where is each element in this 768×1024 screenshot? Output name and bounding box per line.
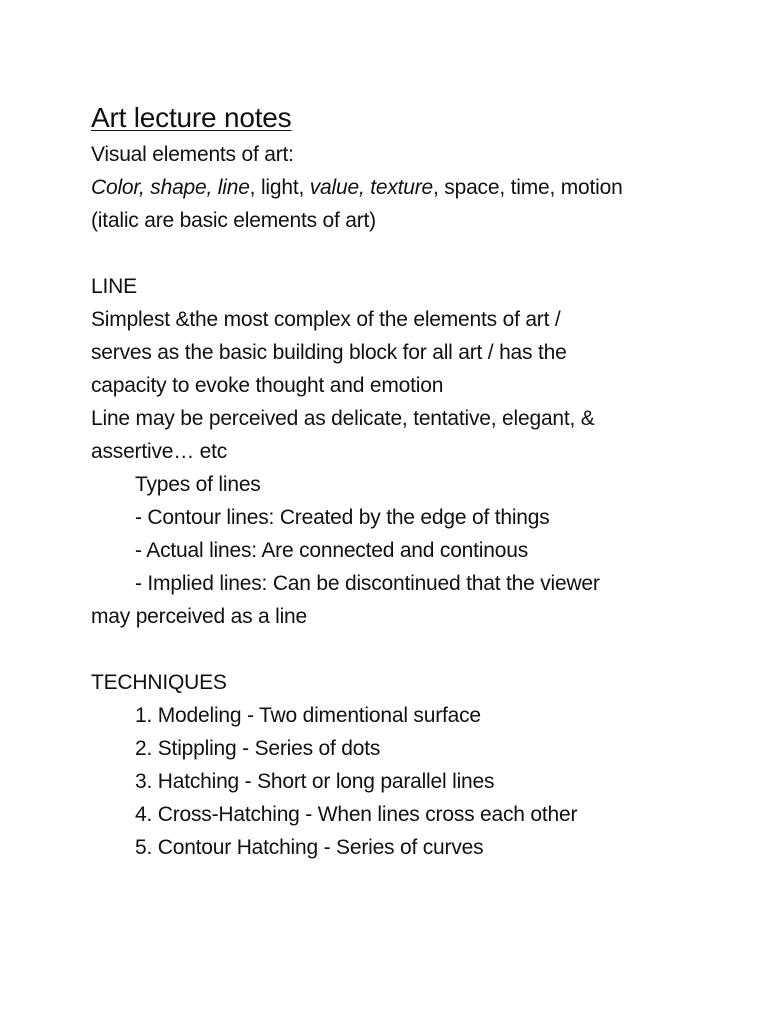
techniques-heading: TECHNIQUES <box>91 671 227 694</box>
types-item: - Contour lines: Created by the edge of things <box>135 506 550 529</box>
spacer <box>91 633 731 666</box>
techniques-item: 2. Stippling - Series of dots <box>135 737 381 760</box>
types-item: - Actual lines: Are connected and continous <box>135 539 528 562</box>
line-heading: LINE <box>91 275 137 298</box>
types-item-continuation: may perceived as a line <box>91 605 308 628</box>
spacer <box>91 237 731 270</box>
techniques-item: 4. Cross-Hatching - When lines cross each other <box>135 803 578 826</box>
document-page <box>91 100 731 864</box>
types-heading: Types of lines <box>135 473 261 496</box>
line-paragraph-1-line-3: capacity to evoke thought and emotion <box>91 374 444 397</box>
document-title: Art lecture notes <box>91 102 292 133</box>
elements-plain-2: , space, time, motion <box>433 176 623 199</box>
line-paragraph-1-line-2: serves as the basic building block for all art / has the <box>91 341 567 364</box>
techniques-item: 3. Hatching - Short or long parallel lines <box>135 770 495 793</box>
elements-italic-1: Color, shape, line <box>91 176 250 199</box>
elements-plain-1: , light, <box>249 176 310 199</box>
line-paragraph-2-line-1: Line may be perceived as delicate, tentative, elegant, & <box>91 407 595 430</box>
techniques-item: 5. Contour Hatching - Series of curves <box>135 836 484 859</box>
elements-note: (italic are basic elements of art) <box>91 209 376 232</box>
intro-heading: Visual elements of art: <box>91 143 294 166</box>
line-paragraph-1-line-1: Simplest &the most complex of the elements of art / <box>91 308 561 331</box>
techniques-item: 1. Modeling - Two dimentional surface <box>135 704 481 727</box>
line-paragraph-2-line-2: assertive… etc <box>91 440 228 463</box>
types-item: - Implied lines: Can be discontinued that the viewer <box>135 572 600 595</box>
elements-italic-2: value, texture <box>309 176 434 199</box>
elements-list <box>91 171 731 204</box>
